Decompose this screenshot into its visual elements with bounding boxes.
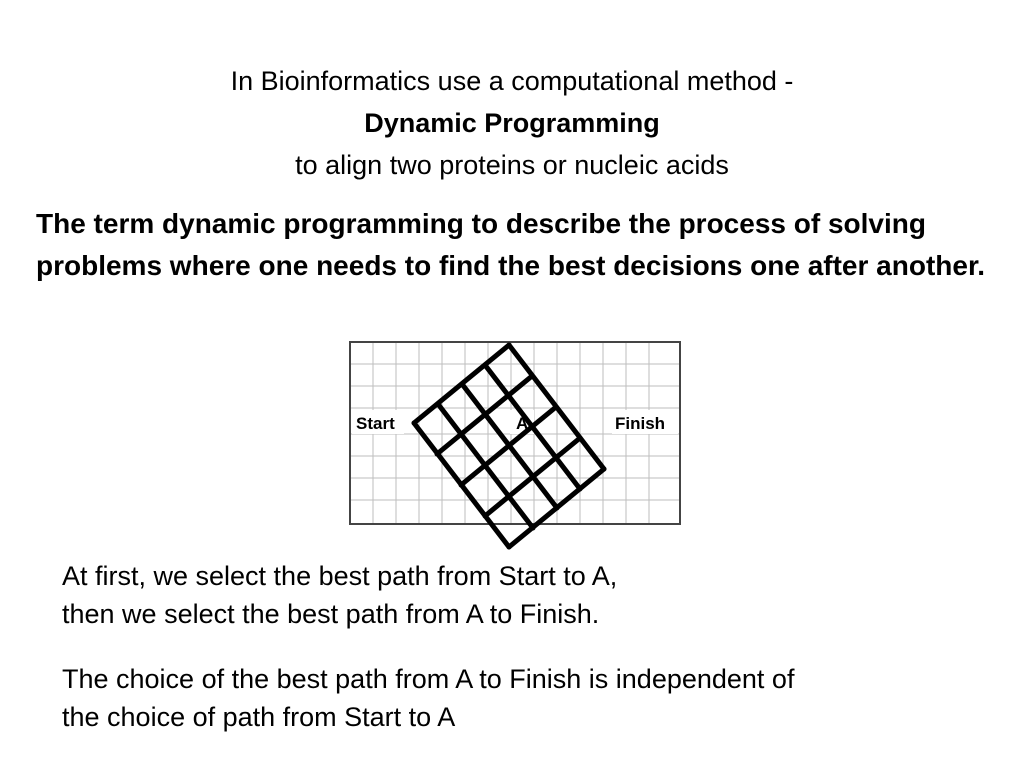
path-edge (462, 384, 557, 508)
start-label: Start (356, 414, 395, 433)
title-line-2: Dynamic Programming (364, 108, 660, 138)
point-a-label: A (516, 414, 529, 433)
explanation-paragraph-2 (62, 660, 1002, 736)
paragraph1-line-1: At first, we select the best path from Start to A, (62, 561, 618, 591)
definition-text: The term dynamic programming to describe the process of solving problems where one needs to find the best decisions one after another. (36, 208, 986, 281)
explanation-paragraph-1 (62, 557, 1002, 633)
title-line-3: to align two proteins or nucleic acids (295, 150, 729, 180)
title-line-1: In Bioinformatics use a computational method - (230, 66, 794, 96)
paragraph2-line-1: The choice of the best path from A to Finish is independent of (62, 664, 795, 694)
paragraph2-line-2: the choice of path from Start to A (62, 702, 456, 732)
finish-label: Finish (615, 414, 666, 433)
path-edge (414, 423, 509, 547)
path-edge (485, 365, 580, 489)
paragraph1-line-2: then we select the best path from A to Finish. (62, 599, 600, 629)
